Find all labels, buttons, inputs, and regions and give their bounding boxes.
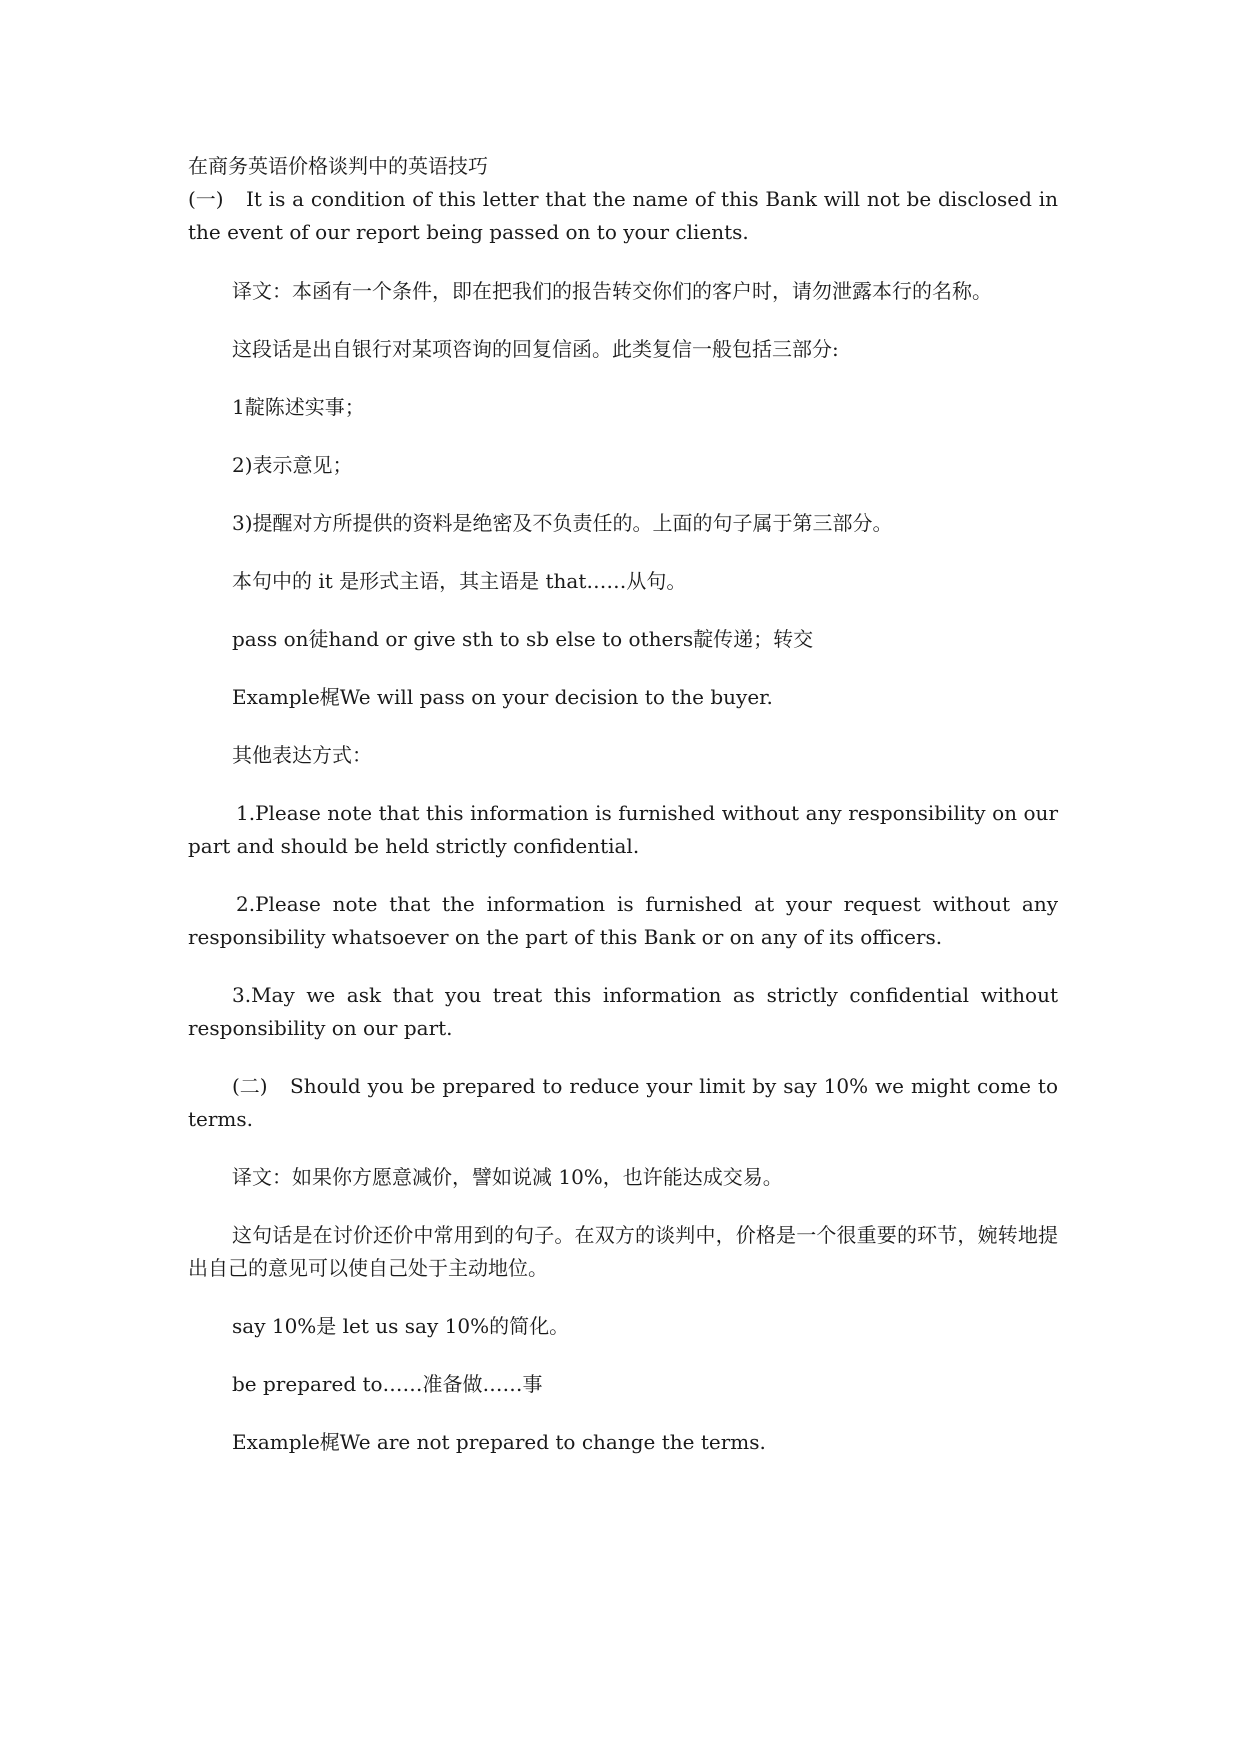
section2-explanation: 这句话是在讨价还价中常用到的句子。在双方的谈判中，价格是一个很重要的环节，婉转地提出自己的意见可以使自己处于主动地位。 <box>188 1223 1058 1280</box>
section1-point-3: 3)提醒对方所提供的资料是绝密及不负责任的。上面的句子属于第三部分。 <box>232 511 893 535</box>
section1-explanation: 这段话是出自银行对某项咨询的回复信函。此类复信一般包括三部分: <box>232 337 839 361</box>
section2-sentence-text: Should you be prepared to reduce your limit by say 10% we might come to terms. <box>188 1074 1058 1131</box>
section1-point-2: 2)表示意见； <box>232 453 353 477</box>
section2-sentence <box>188 1070 1058 1136</box>
section2-marker: (二) <box>232 1074 268 1098</box>
section1-alternatives-heading: 其他表达方式： <box>232 743 372 767</box>
section1-example: Example梶We will pass on your decision to the buyer. <box>232 685 773 709</box>
section1-point-1: 1靛陈述实事； <box>232 395 365 419</box>
document-page <box>188 150 1058 1459</box>
section1-marker: (一) <box>188 187 224 211</box>
section1-alternative-3: 3.May we ask that you treat this information as strictly confidential without responsibility on our part. <box>188 983 1058 1040</box>
section1-alternative-1: 1.Please note that this information is furnished without any responsibility on our part and should be held strictly confidential. <box>188 801 1058 858</box>
section1-sentence <box>188 183 1058 249</box>
section1-translation: 译文：本函有一个条件，即在把我们的报告转交你们的客户时，请勿泄露本行的名称。 <box>232 279 992 303</box>
section1-alternative-2: 2.Please note that the information is furnished at your request without any responsibility whatsoever on the part of this Bank or on any of its officers. <box>188 892 1058 949</box>
section2-say-note: say 10%是 let us say 10%的简化。 <box>232 1314 570 1338</box>
section1-grammar-note: 本句中的 it 是形式主语，其主语是 that……从句。 <box>232 569 687 593</box>
document-title: 在商务英语价格谈判中的英语技巧 <box>188 154 488 178</box>
section2-example: Example梶We are not prepared to change the terms. <box>232 1430 766 1454</box>
section1-phrase: pass on徒hand or give sth to sb else to others靛传递；转交 <box>232 627 814 651</box>
section2-translation: 译文：如果你方愿意减价，譬如说减 10%，也许能达成交易。 <box>232 1165 783 1189</box>
section2-phrase: be prepared to……准备做……事 <box>232 1372 543 1396</box>
section1-sentence-text: It is a condition of this letter that the name of this Bank will not be disclosed in the event of our report being passed on to your clients. <box>188 187 1058 244</box>
